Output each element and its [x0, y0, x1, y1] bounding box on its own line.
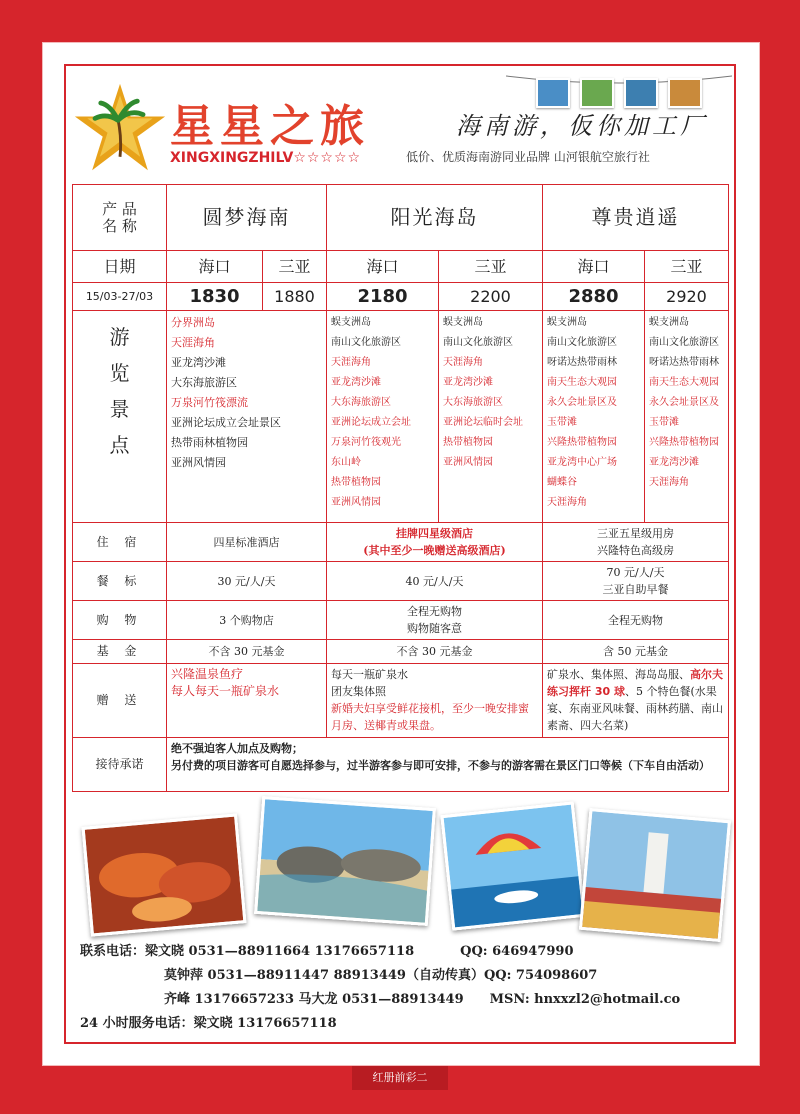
sight-item: 亚洲论坛成立会址 — [331, 417, 411, 428]
sight-item: 南山文化旅游区 — [443, 337, 513, 348]
contact-label: 联系电话： — [80, 944, 146, 959]
sight-item: 亚龙湾沙滩 — [331, 377, 381, 388]
shopping-cell — [327, 601, 543, 640]
hanging-photos — [506, 72, 732, 108]
sight-item: 亚龙湾沙滩 — [443, 377, 493, 388]
hotel-label: 住 宿 — [73, 523, 167, 562]
date-range: 15/03-27/03 — [73, 283, 167, 311]
contact-qq: QQ: 646947990 — [460, 944, 574, 959]
contact-phone: 齐峰 13176657233 马大龙 0531—88913449 — [164, 992, 464, 1007]
contact-line: 莫钟萍 0531—88911447 88913449（自动传真）QQ: 754098607 — [164, 968, 598, 983]
hotel-cell: 四星标准酒店 — [167, 523, 327, 562]
price-cell: 1880 — [263, 283, 327, 311]
shopping-line: 购物随客意 — [407, 622, 462, 635]
gift-line: 每天一瓶矿泉水 — [331, 668, 408, 681]
sight-item: 兴隆热带植物园 — [547, 437, 617, 448]
sight-item: 亚洲风情园 — [171, 456, 226, 469]
sight-item: 永久会址景区及 — [649, 397, 719, 408]
date-label: 日期 — [73, 251, 167, 283]
price-cell: 2200 — [439, 283, 543, 311]
contact-msn[interactable]: MSN: hnxxzl2@hotmail.co — [489, 992, 681, 1007]
sights-list — [645, 311, 729, 523]
contact-line — [80, 988, 730, 1012]
sight-item: 蜈支洲岛 — [331, 317, 371, 328]
brochure-panel — [64, 64, 736, 1044]
hotel-cell — [327, 523, 543, 562]
beach-rocks-photo — [254, 796, 436, 926]
fund-cell: 不含 30 元基金 — [327, 640, 543, 664]
sight-item: 呀诺达热带雨林 — [547, 357, 617, 368]
sight-item: 蜈支洲岛 — [443, 317, 483, 328]
brand-name-en — [170, 150, 361, 166]
city-cell: 三亚 — [645, 251, 729, 283]
promise-line: 绝不强迫客人加点及购物； — [171, 742, 303, 755]
sight-item: 天涯海角 — [547, 497, 587, 508]
rating-stars: ☆☆☆☆☆ — [293, 150, 362, 166]
city-cell: 海口 — [327, 251, 439, 283]
sight-item: 大东海旅游区 — [331, 397, 391, 408]
sight-item: 亚龙湾沙滩 — [171, 356, 226, 369]
sight-item: 蜈支洲岛 — [649, 317, 689, 328]
fund-cell: 不含 30 元基金 — [167, 640, 327, 664]
sight-item: 亚龙湾沙滩 — [649, 457, 699, 468]
fund-cell: 含 50 元基金 — [543, 640, 729, 664]
sight-item: 南山文化旅游区 — [547, 337, 617, 348]
sight-item: 蜈支洲岛 — [547, 317, 587, 328]
brand-latin: XINGXINGZHILV — [170, 150, 294, 166]
city-cell: 海口 — [167, 251, 263, 283]
sight-item: 热带植物园 — [331, 477, 381, 488]
product-name: 尊贵逍遥 — [543, 185, 729, 251]
shopping-label: 购 物 — [73, 601, 167, 640]
sight-item: 呀诺达热带雨林 — [649, 357, 719, 368]
parasailing-photo — [440, 801, 585, 930]
brand-name: 星星之旅 — [170, 101, 370, 152]
sight-item: 兴隆热带植物园 — [649, 437, 719, 448]
sight-item: 亚洲风情园 — [331, 497, 381, 508]
meal-cell — [543, 562, 729, 601]
page-footer-label: 红册前彩二 — [352, 1066, 448, 1090]
gift-cell — [167, 664, 327, 738]
gift-text: 、5 个特色餐(水果宴、东南亚风味餐、雨林药膳、南山素斋、四大名菜) — [547, 685, 723, 732]
tagline: 低价、优质海南游同业品牌 山河银航空旅行社 — [406, 150, 650, 164]
shopping-line: 全程无购物 — [407, 605, 462, 618]
shopping-cell: 全程无购物 — [543, 601, 729, 640]
gift-line: 兴隆温泉鱼疗 — [171, 667, 244, 681]
sight-item: 大东海旅游区 — [443, 397, 503, 408]
seafood-photo — [82, 813, 247, 936]
sights-label-char: 景 — [109, 397, 130, 421]
shopping-cell: 3 个购物店 — [167, 601, 327, 640]
sights-label-char: 游 — [109, 325, 130, 349]
sights-list — [327, 311, 439, 523]
sight-item: 玉带滩 — [547, 417, 577, 428]
hotel-line: (其中至少一晚赠送高级酒店) — [363, 544, 506, 557]
gift-label: 赠 送 — [73, 664, 167, 738]
contact-line — [80, 940, 730, 964]
sight-item: 天涯海角 — [649, 477, 689, 488]
sight-item: 亚洲风情园 — [443, 457, 493, 468]
star-palm-logo-icon — [72, 80, 168, 176]
sight-item: 南山文化旅游区 — [649, 337, 719, 348]
product-name: 圆梦海南 — [167, 185, 327, 251]
promise-line: 另付费的项目游客可自愿选择参与，过半游客参与即可安排，不参与的游客需在景区门口等候（下车自由活动） — [171, 759, 710, 772]
meal-line: 三亚自助早餐 — [602, 583, 669, 596]
mini-photo — [668, 78, 702, 108]
sights-list — [167, 311, 327, 523]
contact-info — [80, 940, 730, 1036]
product-name: 阳光海岛 — [327, 185, 543, 251]
gift-line: 每人每天一瓶矿泉水 — [171, 684, 280, 698]
price-cell: 1830 — [167, 283, 263, 311]
sight-item: 亚洲论坛成立会址景区 — [171, 416, 281, 429]
gift-text: 矿泉水、集体照、海岛岛服、 — [547, 668, 690, 681]
fund-label: 基 金 — [73, 640, 167, 664]
sights-label — [73, 311, 167, 523]
sight-item: 亚龙湾中心广场 — [547, 457, 617, 468]
gift-line: 新婚夫妇享受鲜花接机，至少一晚安排蜜月房、送椰青或果盘。 — [331, 702, 529, 732]
header — [66, 66, 734, 188]
meal-cell: 30 元/人/天 — [167, 562, 327, 601]
sight-item: 南天生态大观园 — [649, 377, 719, 388]
gift-cell — [543, 664, 729, 738]
contact-line: 24 小时服务电话：梁文晓 13176657118 — [80, 1016, 337, 1031]
sight-item: 永久会址景区及 — [547, 397, 617, 408]
gift-line: 团友集体照 — [331, 685, 386, 698]
sight-item: 南天生态大观园 — [547, 377, 617, 388]
contact-phone: 梁文晓 0531—88911664 13176657118 — [145, 944, 415, 959]
promise-cell — [167, 738, 729, 792]
sight-item: 天涯海角 — [171, 336, 215, 349]
mini-photo — [580, 78, 614, 108]
city-cell: 三亚 — [439, 251, 543, 283]
hotel-line: 挂牌四星级酒店 — [396, 527, 473, 540]
price-cell: 2180 — [327, 283, 439, 311]
mini-photo — [624, 78, 658, 108]
itinerary-table — [72, 184, 728, 792]
sight-item: 天涯海角 — [443, 357, 483, 368]
sight-item: 蝴蝶谷 — [547, 477, 577, 488]
sights-list — [439, 311, 543, 523]
mini-photo — [536, 78, 570, 108]
product-label: 产 品 名 称 — [73, 185, 167, 251]
sight-item: 亚洲论坛临时会址 — [443, 417, 523, 428]
sight-item: 玉带滩 — [649, 417, 679, 428]
city-cell: 三亚 — [263, 251, 327, 283]
sight-item: 东山岭 — [331, 457, 361, 468]
meal-label: 餐 标 — [73, 562, 167, 601]
hotel-line: 兴隆特色高级房 — [597, 544, 674, 557]
sight-item: 万泉河竹筏观光 — [331, 437, 401, 448]
sight-item: 天涯海角 — [331, 357, 371, 368]
gift-highlight: 高尔夫练习挥杆 30 球 — [547, 668, 723, 698]
sight-item: 大东海旅游区 — [171, 376, 237, 389]
price-cell: 2880 — [543, 283, 645, 311]
promise-label: 接待承诺 — [73, 738, 167, 792]
sights-label-char: 览 — [109, 361, 130, 385]
meal-cell: 40 元/人/天 — [327, 562, 543, 601]
hotel-line: 三亚五星级用房 — [597, 527, 674, 540]
meal-line: 70 元/人/天 — [606, 566, 665, 579]
photo-collage — [72, 792, 728, 948]
sights-label-char: 点 — [109, 433, 130, 457]
sight-item: 热带雨林植物园 — [171, 436, 248, 449]
sight-item: 万泉河竹筏漂流 — [171, 396, 248, 409]
sight-item: 热带植物园 — [443, 437, 493, 448]
hotel-cell — [543, 523, 729, 562]
slogan: 海南游，仮你加工厂 — [456, 112, 708, 140]
city-cell: 海口 — [543, 251, 645, 283]
price-cell: 2920 — [645, 283, 729, 311]
sight-item: 南山文化旅游区 — [331, 337, 401, 348]
temple-photo — [579, 808, 731, 942]
gift-cell — [327, 664, 543, 738]
sight-item: 分界洲岛 — [171, 316, 215, 329]
sights-list — [543, 311, 645, 523]
